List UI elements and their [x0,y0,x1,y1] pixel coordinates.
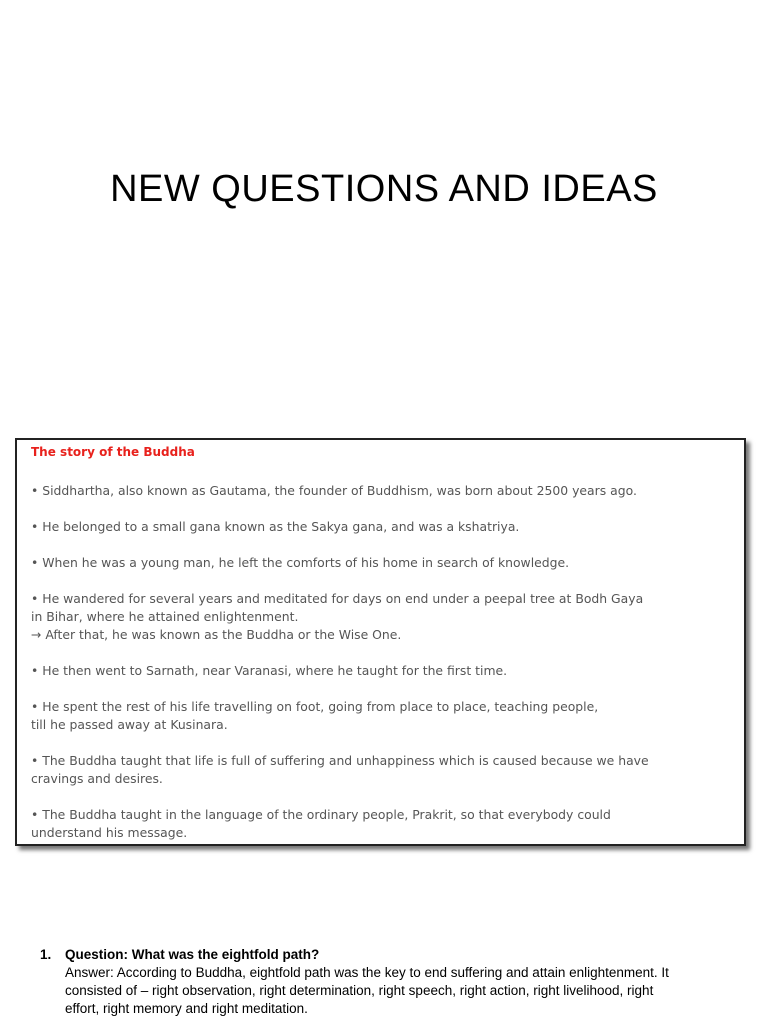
page-title: NEW QUESTIONS AND IDEAS [110,168,658,210]
story-item: • He spent the rest of his life travelling on foot, going from place to place, teaching people, till he passed away at Kusinara. [31,699,599,732]
qa-item [40,946,680,1018]
story-item: • He then went to Sarnath, near Varanasi, where he taught for the first time. [31,663,508,678]
story-item: • The Buddha taught that life is full of suffering and unhappiness which is caused because we have cravings and desires. [31,753,649,786]
story-item: • The Buddha taught in the language of the ordinary people, Prakrit, so that everybody could understand his message. [31,807,611,840]
qa-question: Question: What was the eightfold path? [65,947,320,962]
story-heading: The story of the Buddha [31,445,195,459]
story-item: • He belonged to a small gana known as the Sakya gana, and was a kshatriya. [31,519,520,534]
qa-number: 1. [40,947,52,962]
qa-list [40,946,680,1018]
story-item: • When he was a young man, he left the comforts of his home in search of knowledge. [31,555,570,570]
story-item: • He wandered for several years and meditated for days on end under a peepal tree at Bodh Gaya in Bihar, where he attained enlightenment. → After that, he was known as the Buddha or the Wise One. [31,591,644,642]
qa-answer: Answer: According to Buddha, eightfold path was the key to end suffering and attain enlightenment. It consisted of – right observation, right determination, right speech, right action, right livelihood, right effort, right memory and right meditation. [65,965,669,1016]
story-image-box [15,438,746,846]
story-item: • Siddhartha, also known as Gautama, the founder of Buddhism, was born about 2500 years ago. [31,483,637,498]
